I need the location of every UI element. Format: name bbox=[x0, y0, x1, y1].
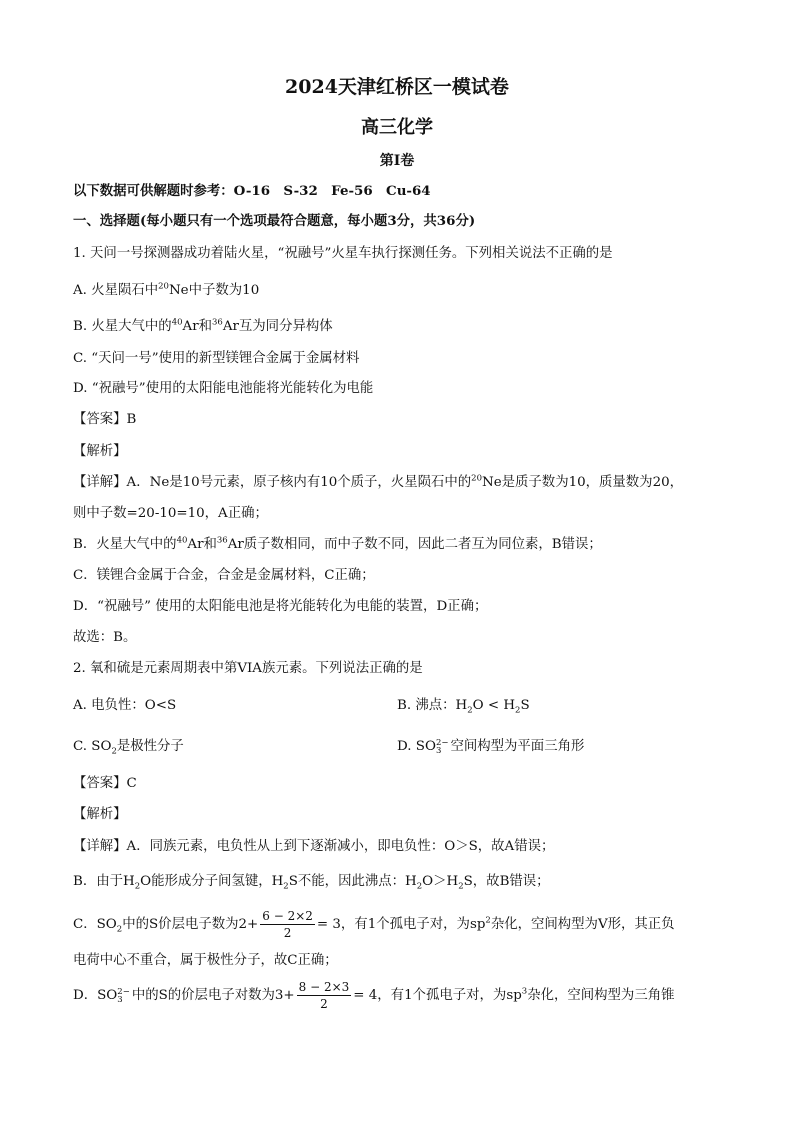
q2-detail-b: B．由于$H_2O$能形成分子间氢键，$H_2S$不能，因此沸点：$H_2O>H_2S$，故B错误； bbox=[73, 874, 550, 892]
q2-analysis-label: 【解析】 bbox=[73, 807, 127, 822]
q2-option-b: B. 沸点：$H_2O < H_2S$ bbox=[397, 698, 530, 716]
q1-answer: 【答案】B bbox=[73, 412, 137, 427]
q1-conclusion: 故选：B。 bbox=[73, 630, 137, 645]
q1-detail-a-cont: 则中子数=20-10=10，A正确； bbox=[73, 506, 268, 521]
exam-title: 2024天津红桥区一模试卷 bbox=[285, 76, 509, 98]
q1-option-a: A. 火星陨石中$^{20}$Ne中子数为10 bbox=[73, 281, 260, 298]
fraction-c: $\frac{6 - 2\times 2}{2}$ bbox=[262, 909, 313, 940]
q1-option-b: B. 火星大气中的$^{40}$Ar和$^{36}$Ar互为同分异构体 bbox=[73, 317, 333, 334]
fraction-d: $\frac{8 - 2\times 3}{2}$ bbox=[298, 980, 350, 1011]
q2-detail-a: 【详解】A．同族元素，电负性从上到下逐渐减小，即电负性：O＞S，故A错误； bbox=[73, 839, 555, 854]
q2-detail-c: C．$SO_2$中的S价层电子数为2+ $\frac{6 - 2\times 2}{2}$ = 3，有1个孤电子对，为$sp^2$杂化，空间构型为V形，其正负 bbox=[73, 909, 675, 940]
reference-data: 以下数据可供解题时参考：O-16 S-32 Fe-56 Cu-64 bbox=[73, 183, 431, 199]
q1-detail-c: C．镁锂合金属于合金，合金是金属材料，C正确； bbox=[73, 568, 375, 583]
q1-detail-a: 【详解】A．Ne是10号元素，原子核内有10个质子，火星陨石中的$^{20}$Ne是质子数为10，质量数为20， bbox=[73, 473, 683, 490]
q2-answer: 【答案】C bbox=[73, 776, 137, 791]
q2-stem: 2. 氧和硫是元素周期表中第VIA族元素。下列说法正确的是 bbox=[73, 661, 423, 676]
q2-option-d: D. SO 2− 3 空间构型为平面三角形 bbox=[397, 737, 585, 756]
q1-stem: 1. 天问一号探测器成功着陆火星，“祝融号”火星车执行探测任务。下列相关说法不正确的是 bbox=[73, 246, 613, 261]
q2-option-a: A. 电负性：O<S bbox=[73, 698, 177, 713]
q1-detail-b: B．火星大气中的$^{40}$Ar和$^{36}$Ar质子数相同，而中子数不同，因此二者互为同位素，B错误； bbox=[73, 535, 602, 552]
part-heading: 一、选择题(每小题只有一个选项最符合题意，每小题3分，共36分) bbox=[73, 213, 476, 229]
q1-option-c: C. “天问一号”使用的新型镁锂合金属于金属材料 bbox=[73, 351, 360, 366]
q1-analysis-label: 【解析】 bbox=[73, 444, 127, 459]
q2-detail-c-cont: 电荷中心不重合，属于极性分子，故C正确； bbox=[73, 953, 338, 968]
q1-option-d: D. “祝融号”使用的太阳能电池能将光能转化为电能 bbox=[73, 381, 374, 396]
section-label: 第I卷 bbox=[379, 153, 415, 169]
q1-detail-d: D．“祝融号” 使用的太阳能电池是将光能转化为电能的装置，D正确； bbox=[73, 599, 488, 614]
exam-subtitle: 高三化学 bbox=[361, 117, 433, 138]
q2-detail-d: D．SO 2− 3 中的S的价层电子对数为3+ $\frac{8 - 2\times 3}{2}$ = 4，有1个孤电子对，为$sp^3$杂化，空间构型为三角锥 bbox=[73, 980, 675, 1011]
q2-option-c: C. $SO_2$是极性分子 bbox=[73, 739, 184, 757]
